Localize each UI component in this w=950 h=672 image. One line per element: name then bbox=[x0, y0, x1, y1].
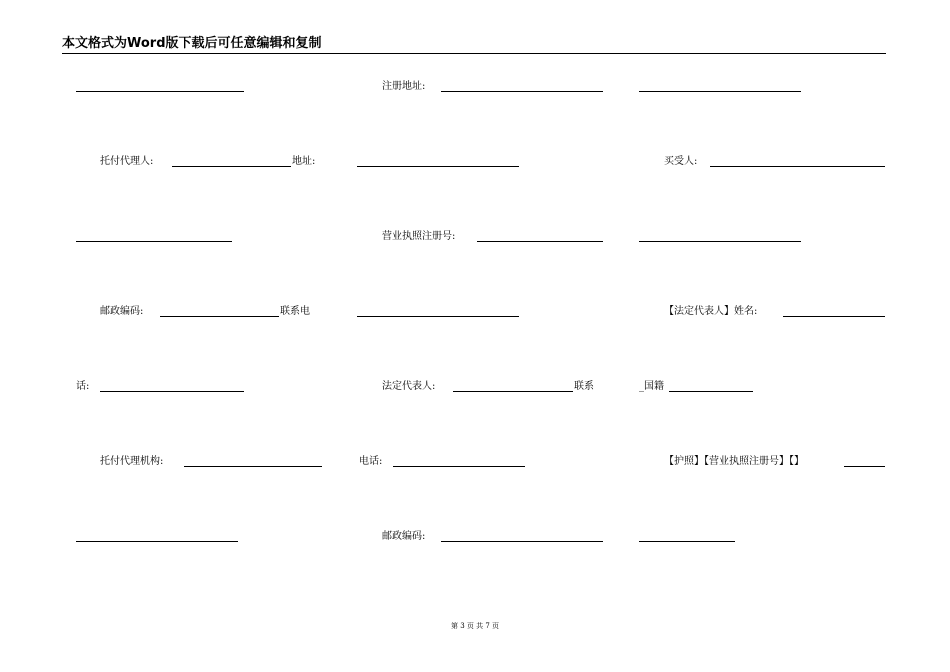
passport-license-label: 【护照】【营业执照注册号】【】 bbox=[664, 456, 804, 467]
contact-label: 联系 bbox=[574, 381, 594, 392]
contact-phone-label-part2: 话: bbox=[76, 381, 90, 392]
blank-line[interactable] bbox=[639, 541, 735, 542]
agency-label: 托付代理机构: bbox=[100, 456, 164, 467]
agency-blank[interactable] bbox=[184, 466, 322, 467]
page-number: 第 3 页 共 7 页 bbox=[450, 622, 500, 630]
postcode-blank[interactable] bbox=[160, 316, 279, 317]
blank-line[interactable] bbox=[76, 541, 238, 542]
legal-rep-name-blank[interactable] bbox=[783, 316, 885, 317]
document-header-title: 本文格式为Word版下载后可任意编辑和复制 bbox=[62, 36, 322, 51]
blank-line[interactable] bbox=[76, 91, 244, 92]
business-license-blank[interactable] bbox=[477, 241, 603, 242]
legal-rep-label: 法定代表人: bbox=[382, 381, 436, 392]
blank-line[interactable] bbox=[639, 241, 801, 242]
agent-blank[interactable] bbox=[172, 166, 291, 167]
header-divider bbox=[62, 53, 886, 54]
postcode-blank-2[interactable] bbox=[441, 541, 603, 542]
nationality-label: _国籍 bbox=[639, 381, 664, 392]
buyer-label: 买受人: bbox=[664, 156, 698, 167]
blank-line[interactable] bbox=[639, 91, 801, 92]
legal-rep-name-label: 【法定代表人】姓名: bbox=[664, 306, 758, 317]
legal-rep-blank[interactable] bbox=[453, 391, 573, 392]
passport-license-blank[interactable] bbox=[844, 466, 885, 467]
postcode-label: 邮政编码: bbox=[100, 306, 144, 317]
blank-line[interactable] bbox=[357, 316, 519, 317]
agent-label: 托付代理人: bbox=[100, 156, 154, 167]
phone-label: 电话: bbox=[359, 456, 383, 467]
blank-line[interactable] bbox=[76, 241, 232, 242]
phone-blank[interactable] bbox=[393, 466, 525, 467]
contact-phone-label-part1: 联系电 bbox=[280, 306, 310, 317]
registered-address-label: 注册地址: bbox=[382, 81, 426, 92]
buyer-blank[interactable] bbox=[710, 166, 885, 167]
contact-phone-blank[interactable] bbox=[100, 391, 244, 392]
address-blank[interactable] bbox=[357, 166, 519, 167]
nationality-blank[interactable] bbox=[669, 391, 753, 392]
postcode-label-2: 邮政编码: bbox=[382, 531, 426, 542]
address-label: 地址: bbox=[292, 156, 316, 167]
business-license-label: 营业执照注册号: bbox=[382, 231, 456, 242]
registered-address-blank[interactable] bbox=[441, 91, 603, 92]
